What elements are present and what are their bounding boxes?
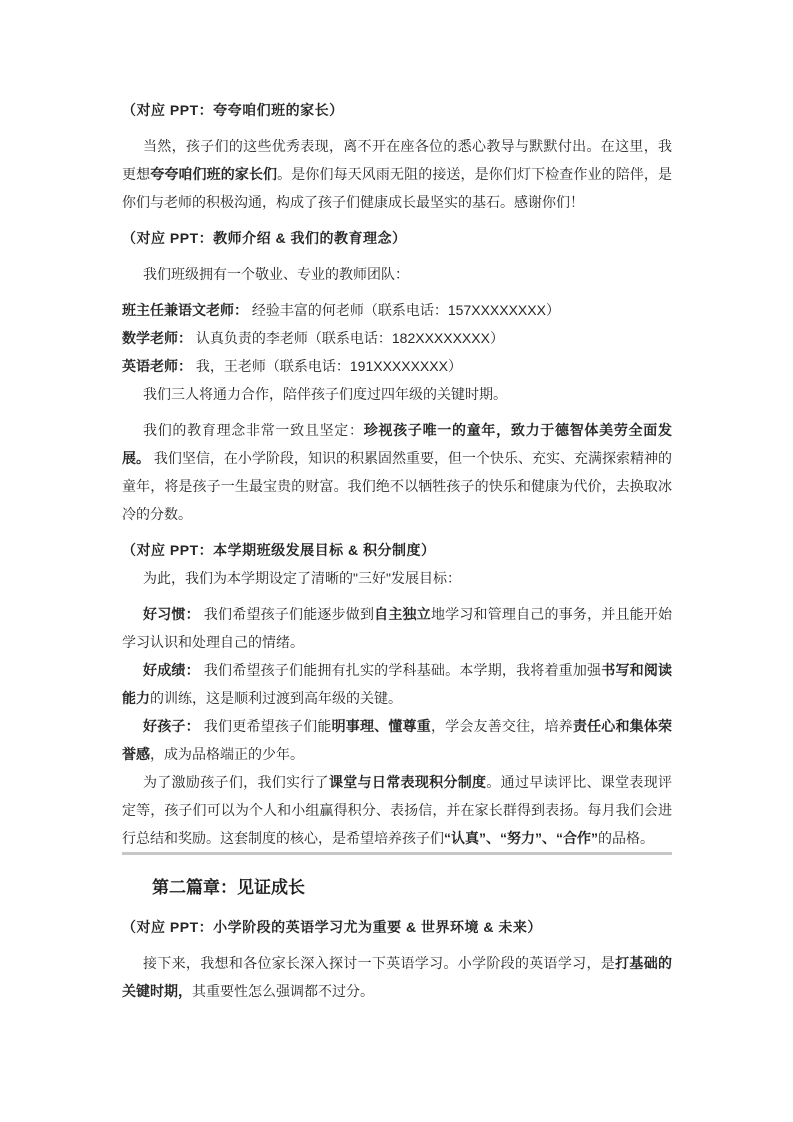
teacher-head-chinese xyxy=(122,296,672,324)
bold-text-run: 责任心和集体荣誉感 xyxy=(122,718,673,762)
ppt-note-goals xyxy=(122,536,672,564)
bold-text-run: 书写和阅读能力 xyxy=(122,662,673,706)
bold-text-run: 明事理、懂尊重 xyxy=(331,718,431,734)
text-run: 接下来，我想和各位家长深入探讨一下英语学习。小学阶段的英语学习，是 xyxy=(143,955,616,971)
text-run: 第二篇章：见证成长 xyxy=(152,878,305,897)
text-run: 我们班级拥有一个敬业、专业的教师团队： xyxy=(143,266,409,282)
teacher-english xyxy=(122,352,672,380)
bold-text-run: 珍视孩子唯一的童年，致力于德智体美劳全面发展。 xyxy=(122,422,673,466)
text-run: 我们更希望孩子们能 xyxy=(199,718,332,734)
bold-text-run: 班主任兼语文老师： xyxy=(122,302,248,318)
ppt-note-english xyxy=(122,913,672,941)
bold-text-run: 好习惯： xyxy=(143,606,200,622)
text-run: 的品格。 xyxy=(598,830,654,846)
text-run: 其重要性怎么强调都不过分。 xyxy=(192,983,374,999)
text-run: ，学会友善交往，培养 xyxy=(430,718,573,734)
bold-text-run: “认真”、“努力”、“合作” xyxy=(444,830,598,846)
bold-text-run: 英语老师： xyxy=(122,358,192,374)
chapter-heading xyxy=(122,871,672,905)
text-run: （对应 PPT：小学阶段的英语学习尤为重要 & 世界环境 & 未来） xyxy=(122,919,542,935)
ppt-note-teachers xyxy=(122,224,672,252)
goal-good-habits xyxy=(122,600,672,656)
text-run: 我们希望孩子们能拥有扎实的学科基础。本学期，我将着重加强 xyxy=(199,662,602,678)
bold-text-run: 课堂与日常表现积分制度 xyxy=(328,774,487,790)
text-run: （对应 PPT：本学期班级发展目标 & 积分制度） xyxy=(122,542,436,558)
text-run: 我们坚信，在小学阶段，知识的积累固然重要，但一个快乐、充实、充满探索精神的童年，将是孩子一生最宝贵的财富。我们绝不以牺牲孩子的快乐和健康为代价，去换取冰冷的分数。 xyxy=(122,450,673,522)
bold-text-run: 数学老师： xyxy=(122,330,192,346)
section-divider xyxy=(122,852,672,855)
paragraph-philosophy xyxy=(122,416,672,528)
text-run: 我们三人将通力合作，陪伴孩子们度过四年级的关键时期。 xyxy=(143,386,507,402)
bold-text-run: 好孩子： xyxy=(143,718,200,734)
text-run: 当然，孩子们的这些优秀表现，离不开在座各位的悉心教导与默默付出。在这里，我更想 xyxy=(122,138,672,182)
text-run: 地学习和管理自己的事务，并且能开始学习认识和处理自己的情绪。 xyxy=(122,606,673,650)
teacher-list xyxy=(122,296,672,380)
paragraph-points-system xyxy=(122,768,672,852)
text-run: 。是你们每天风雨无阻的接送，是你们灯下检查作业的陪伴，是你们与老师的积极沟通，构成了孩子们健康成长最坚实的基石。感谢你们！ xyxy=(122,166,673,210)
text-run: （对应 PPT：教师介绍 & 我们的教育理念） xyxy=(122,230,407,246)
text-run: 经验丰富的何老师（联系电话：157XXXXXXXX） xyxy=(248,302,560,318)
goal-good-grades xyxy=(122,656,672,712)
text-run: ，成为品格端正的少年。 xyxy=(150,746,304,762)
text-run: 。通过早读评比、课堂表现评定等，孩子们可以为个人和小组赢得积分、表扬信，并在家长群得到表扬。每月我们会进行总结和奖励。这套制度的核心，是希望培养孩子们 xyxy=(122,774,673,846)
bold-text-run: 自主独立 xyxy=(374,606,431,622)
bold-text-run: 打基础的关键时期， xyxy=(122,955,673,999)
goal-good-character xyxy=(122,712,672,768)
paragraph-cooperation xyxy=(122,380,672,408)
paragraph-goals-intro xyxy=(122,564,672,592)
text-run: 为此，我们为本学期设定了清晰的"三好"发展目标： xyxy=(143,570,461,586)
text-run: 我们希望孩子们能逐步做到 xyxy=(199,606,375,622)
text-run: 的训练，这是顺利过渡到高年级的关键。 xyxy=(150,690,402,706)
text-run: （对应 PPT：夸夸咱们班的家长） xyxy=(122,102,344,118)
text-run: 认真负责的李老师（联系电话：182XXXXXXXX） xyxy=(192,330,504,346)
paragraph-team-intro xyxy=(122,260,672,288)
text-run: 我们的教育理念非常一致且坚定： xyxy=(143,422,364,438)
paragraph-english-intro xyxy=(122,949,672,1005)
ppt-note-praise-parents xyxy=(122,96,672,124)
text-run: 我，王老师（联系电话：191XXXXXXXX） xyxy=(192,358,462,374)
paragraph-thank-parents xyxy=(122,132,672,216)
text-run: 为了激励孩子们，我们实行了 xyxy=(143,774,329,790)
bold-text-run: 好成绩： xyxy=(143,662,200,678)
document-body xyxy=(122,96,672,1005)
bold-text-run: 夸夸咱们班的家长们 xyxy=(150,166,278,182)
teacher-math xyxy=(122,324,672,352)
